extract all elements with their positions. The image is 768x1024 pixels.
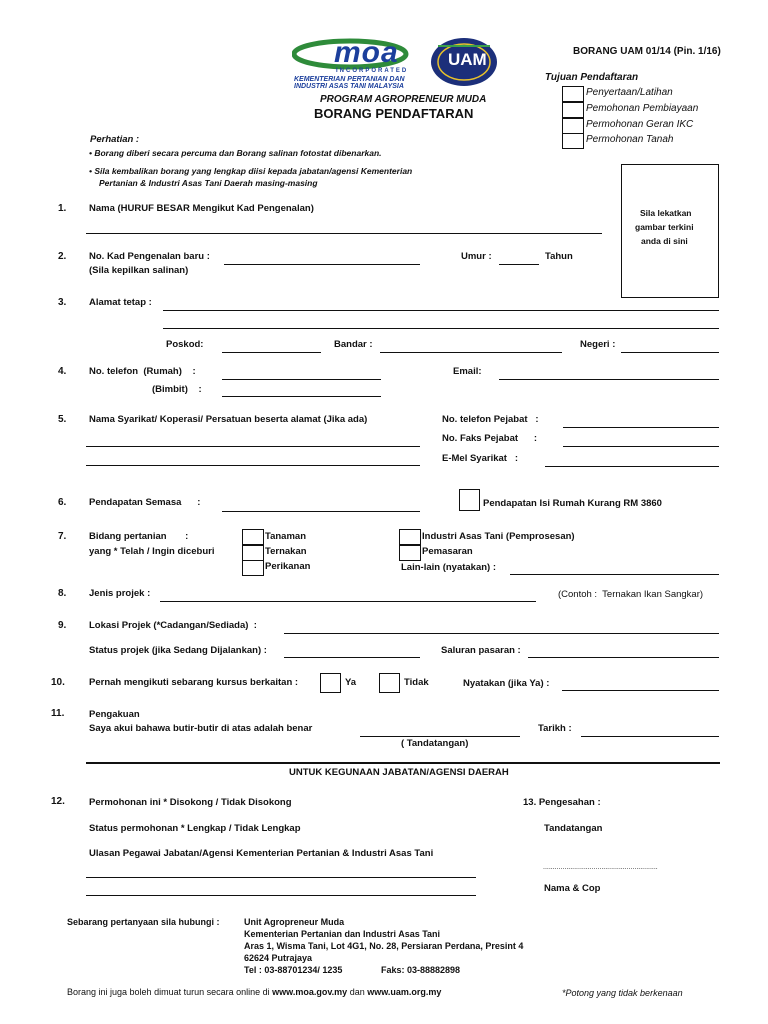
officer-signature-dots[interactable]: ........................................................... (543, 864, 658, 871)
date-field[interactable] (581, 736, 719, 737)
date-label: Tarikh : (538, 723, 572, 734)
office-phone-label: No. telefon Pejabat : (442, 414, 539, 425)
item-1-number: 1. (58, 203, 67, 214)
project-type-field[interactable] (160, 601, 536, 602)
moa-logo-text: moa (334, 36, 399, 69)
company-field-2[interactable] (86, 465, 420, 466)
town-field[interactable] (380, 352, 562, 353)
email-field[interactable] (499, 379, 719, 380)
declaration-text: Saya akui bahawa butir-butir di atas adalah benar (89, 723, 313, 734)
project-location-label: Lokasi Projek (*Cadangan/Sediada) : (89, 620, 257, 631)
footer-mid: dan (349, 987, 365, 997)
course-label: Pernah mengikuti sebarang kursus berkaitan : (89, 677, 299, 688)
footer-site-moa[interactable]: www.moa.gov.my (272, 987, 348, 997)
notice-bullet-2b: Pertanian & Industri Asas Tani Daerah masing-masing (99, 178, 318, 188)
signature-label: ( Tandatangan) (401, 738, 469, 749)
field-label-b: yang * Telah / Ingin diceburi (89, 546, 215, 557)
course-yes-label: Ya (345, 677, 357, 688)
project-location-field[interactable] (284, 633, 719, 634)
footer-prefix: Borang ini juga boleh dimuat turun secara online di (67, 987, 270, 997)
address-field-1[interactable] (163, 310, 719, 311)
item-10-number: 10. (51, 677, 65, 688)
age-label: Umur : (461, 251, 492, 262)
purpose-heading: Tujuan Pendaftaran (545, 72, 639, 83)
pemasaran-label: Pemasaran (422, 546, 473, 557)
moa-logo (292, 38, 422, 78)
company-email-field[interactable] (545, 466, 719, 467)
footer-site-uam[interactable]: www.uam.org.my (367, 987, 442, 997)
contact-line-2: Kementerian Pertanian dan Industri Asas Tani (244, 929, 441, 939)
market-channel-label: Saluran pasaran : (441, 645, 521, 656)
item-8-number: 8. (58, 588, 67, 599)
contact-line-4: 62624 Putrajaya (244, 953, 313, 963)
item-4-number: 4. (58, 366, 67, 377)
verification-label: 13. Pengesahan : (523, 797, 601, 808)
state-field[interactable] (621, 352, 719, 353)
ministry-name-2: INDUSTRI ASAS TANI MALAYSIA (294, 83, 404, 90)
purpose-option-1: Penyertaan/Latihan (586, 87, 673, 98)
age-field[interactable] (499, 264, 539, 265)
remarks-field-1[interactable] (86, 877, 476, 878)
income-label: Pendapatan Semasa : (89, 497, 201, 508)
contact-tel: Tel : 03-88701234/ 1235 (244, 965, 343, 975)
name-stamp-label: Nama & Cop (544, 883, 601, 894)
industri-label: Industri Asas Tani (Pemprosesan) (422, 531, 575, 542)
field-label-a: Bidang pertanian : (89, 531, 189, 542)
office-fax-label: No. Faks Pejabat : (442, 433, 538, 444)
market-channel-field[interactable] (528, 657, 719, 658)
ternakan-label: Ternakan (265, 546, 307, 557)
perikanan-checkbox[interactable] (242, 560, 264, 576)
item-7-number: 7. (58, 531, 67, 542)
notice-bullet-1: • Borang diberi secara percuma dan Borang salinan fotostat dibenarkan. (89, 148, 382, 158)
name-field[interactable] (86, 233, 602, 234)
other-field-input[interactable] (510, 574, 719, 575)
mobile-label: (Bimbit) : (152, 384, 202, 395)
contact-line-3: Aras 1, Wisma Tani, Lot 4G1, No. 28, Persiaran Perdana, Presint 4 (244, 941, 524, 951)
footer-text (67, 987, 441, 997)
state-label: Negeri : (580, 339, 616, 350)
course-detail-field[interactable] (562, 690, 719, 691)
purpose-option-2: Pemohonan Pembiayaan (586, 103, 699, 114)
ternakan-checkbox[interactable] (242, 545, 264, 561)
item-5-number: 5. (58, 414, 67, 425)
declaration-heading: Pengakuan (89, 709, 140, 720)
perikanan-label: Perikanan (265, 561, 311, 572)
address-field-2[interactable] (163, 328, 719, 329)
photo-text-2: gambar terkini (635, 222, 694, 232)
completeness-label: Status permohonan * Lengkap / Tidak Lengkap (89, 823, 301, 834)
contact-fax: Faks: 03-88882898 (381, 965, 461, 975)
ic-label: No. Kad Pengenalan baru : (89, 251, 210, 262)
company-field-1[interactable] (86, 446, 420, 447)
purpose-option-4: Permohonan Tanah (586, 134, 674, 145)
purpose-checkbox-4[interactable] (562, 133, 584, 149)
tanaman-label: Tanaman (265, 531, 307, 542)
moa-logo-sub: INCORPORATED (336, 68, 409, 74)
photo-text-3: anda di sini (641, 236, 688, 246)
photo-text-1: Sila lekatkan (640, 208, 692, 218)
remarks-field-2[interactable] (86, 895, 476, 896)
low-income-checkbox[interactable] (459, 489, 480, 511)
address-label: Alamat tetap : (89, 297, 152, 308)
home-phone-label: No. telefon (Rumah) : (89, 366, 196, 377)
project-status-label: Status projek (jika Sedang Dijalankan) : (89, 645, 267, 656)
project-status-field[interactable] (284, 657, 420, 658)
other-field-label: Lain-lain (nyatakan) : (401, 562, 497, 573)
office-heading: UNTUK KEGUNAAN JABATAN/AGENSI DAERAH (289, 767, 509, 778)
uam-logo (430, 37, 498, 87)
purpose-option-3: Permohonan Geran IKC (586, 119, 694, 130)
item-3-number: 3. (58, 297, 67, 308)
years-label: Tahun (545, 251, 573, 262)
office-phone-field[interactable] (563, 427, 719, 428)
item-12-number: 12. (51, 796, 65, 807)
email-label: Email: (453, 366, 482, 377)
low-income-label: Pendapatan Isi Rumah Kurang RM 3860 (483, 498, 662, 509)
course-yes-checkbox[interactable] (320, 673, 341, 693)
pemasaran-checkbox[interactable] (399, 545, 421, 561)
project-type-label: Jenis projek : (89, 588, 151, 599)
course-no-checkbox[interactable] (379, 673, 400, 693)
office-fax-field[interactable] (563, 446, 719, 447)
notice-bullet-2a: • Sila kembalikan borang yang lengkap diisi kepada jabatan/agensi Kementerian (89, 166, 413, 176)
contact-label: Sebarang pertanyaan sila hubungi : (67, 917, 220, 927)
form-title: BORANG PENDAFTARAN (314, 106, 474, 121)
ic-note: (Sila kepilkan salinan) (89, 265, 189, 276)
item-6-number: 6. (58, 497, 67, 508)
officer-remarks-label: Ulasan Pegawai Jabatan/Agensi Kementerian Pertanian & Industri Asas Tani (89, 848, 434, 859)
company-label: Nama Syarikat/ Koperasi/ Persatuan beserta alamat (Jika ada) (89, 414, 368, 425)
course-detail-label: Nyatakan (jika Ya) : (463, 678, 550, 689)
item-11-number: 11. (51, 708, 65, 719)
postcode-label: Poskod: (166, 339, 204, 350)
tanaman-checkbox[interactable] (242, 529, 264, 545)
name-label: Nama (HURUF BESAR Mengikut Kad Pengenalan) (89, 203, 314, 214)
notice-heading: Perhatian : (90, 134, 140, 145)
uam-logo-text: UAM (448, 50, 487, 69)
ic-field[interactable] (224, 264, 420, 265)
item-2-number: 2. (58, 251, 67, 262)
contact-line-1: Unit Agropreneur Muda (244, 917, 345, 927)
purpose-checkbox-3[interactable] (562, 118, 584, 134)
course-no-label: Tidak (404, 677, 429, 688)
program-name: PROGRAM AGROPRENEUR MUDA (320, 94, 487, 105)
purpose-checkbox-1[interactable] (562, 86, 584, 102)
home-phone-field[interactable] (222, 379, 381, 380)
company-email-label: E-Mel Syarikat : (442, 453, 519, 464)
town-label: Bandar : (334, 339, 373, 350)
postcode-field[interactable] (222, 352, 321, 353)
income-field[interactable] (222, 511, 420, 512)
purpose-checkbox-2[interactable] (562, 102, 584, 118)
support-label: Permohonan ini * Disokong / Tidak Disokong (89, 797, 292, 808)
ministry-name-1: KEMENTERIAN PERTANIAN DAN (294, 76, 405, 83)
signature-field[interactable] (360, 736, 520, 737)
mobile-field[interactable] (222, 396, 381, 397)
officer-signature-label: Tandatangan (544, 823, 603, 834)
footer-note: *Potong yang tidak berkenaan (562, 988, 683, 998)
item-9-number: 9. (58, 620, 67, 631)
project-example: (Contoh : Ternakan Ikan Sangkar) (558, 589, 704, 600)
office-divider (86, 762, 720, 764)
form-code: BORANG UAM 01/14 (Pin. 1/16) (573, 46, 721, 57)
industri-checkbox[interactable] (399, 529, 421, 545)
